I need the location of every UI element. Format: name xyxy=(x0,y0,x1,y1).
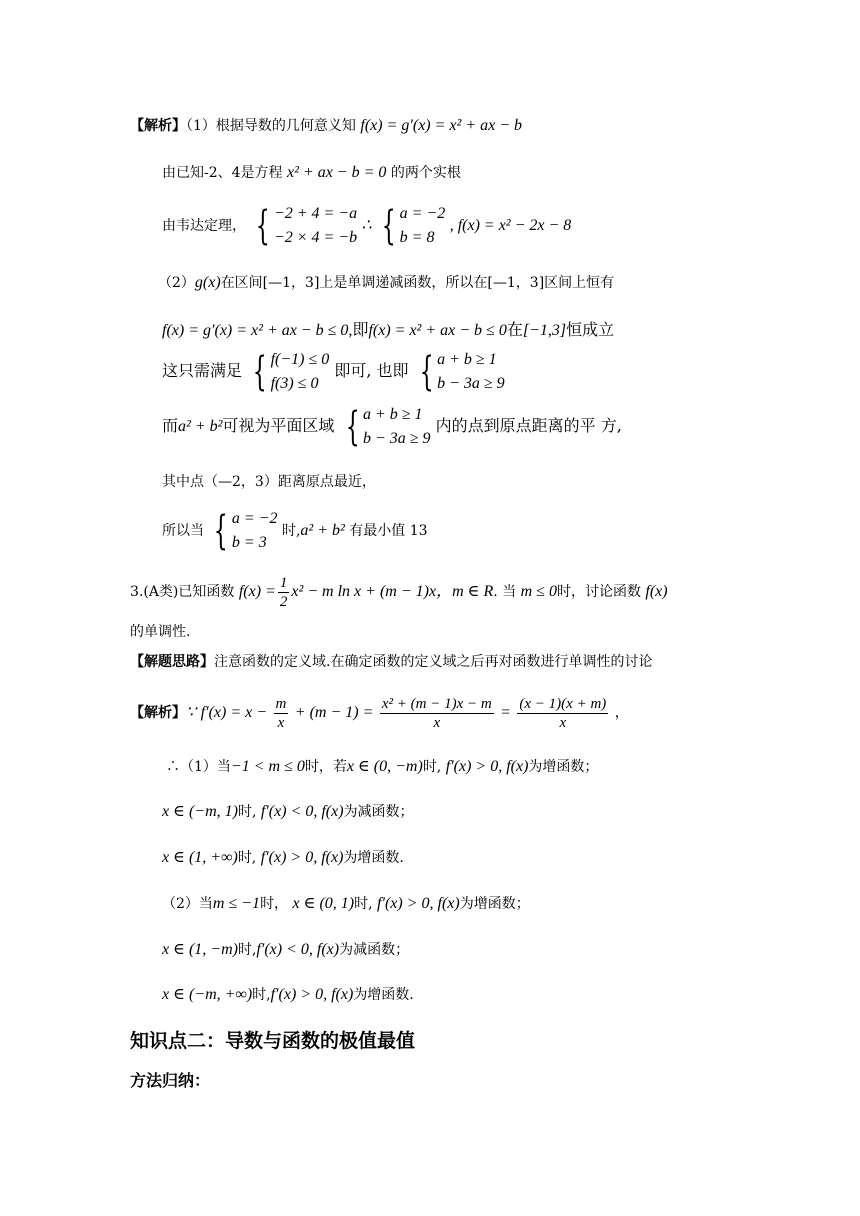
text: 时, xyxy=(237,942,257,958)
formula: f(x) = xyxy=(238,583,276,600)
system-row: f(3) ≤ 0 xyxy=(270,374,319,392)
system-row: a = −2 xyxy=(399,205,446,222)
problem-prefix: 3.(A类)已知函数 xyxy=(130,584,235,600)
section-heading: 知识点二：导数与函数的极值最值 xyxy=(130,1030,416,1052)
text: ∴（1）当 xyxy=(166,759,231,775)
solution-label: 【解析】 xyxy=(130,118,186,134)
formula: ，m ∈ R xyxy=(436,583,494,600)
formula: x ∈ (1, −m) xyxy=(162,941,238,958)
system-row: b − 3a ≥ 9 xyxy=(437,374,505,392)
formula: x² + ax − b = 0 xyxy=(287,164,387,181)
inequality-system xyxy=(340,403,431,451)
case-line-1 xyxy=(166,757,598,777)
text: 时，若 xyxy=(304,759,347,775)
problem-3-line-2 xyxy=(130,622,190,642)
text: 时， xyxy=(260,896,289,912)
formula: m ≤ −1 xyxy=(212,895,261,912)
text: 为减函数； xyxy=(339,942,410,958)
formula: a² + b² xyxy=(300,522,345,539)
text: 而 xyxy=(162,416,179,435)
system-row: b − 3a ≥ 9 xyxy=(362,429,431,447)
formula: g(x) xyxy=(194,274,221,291)
fraction-numerator: m xyxy=(275,695,287,712)
formula: f′(x) > 0, f(x) xyxy=(260,849,344,866)
problem-3-line-1 xyxy=(130,572,668,612)
formula: + (m − 1) = xyxy=(294,704,374,721)
solution-label: 【解析】 xyxy=(130,705,186,721)
brace: { xyxy=(252,348,267,395)
fraction-denominator: 2 xyxy=(279,593,288,610)
equation-system xyxy=(376,202,445,250)
solution-line-5 xyxy=(162,320,614,341)
text: （1）根据导数的几何意义知 xyxy=(186,118,356,134)
solution-line-2 xyxy=(162,163,461,183)
system-row: a + b ≥ 1 xyxy=(437,350,497,368)
formula: x² − m ln x + (m − 1)x xyxy=(291,583,437,600)
fraction-numerator: x² + (m − 1)x − m xyxy=(381,695,492,712)
solution-line-4 xyxy=(158,273,614,293)
formula: x ∈ (−m, 1) xyxy=(162,803,238,820)
text: 的两个实根 xyxy=(390,165,461,181)
solution-line-3 xyxy=(162,200,571,252)
formula: x ∈ (1, +∞) xyxy=(162,849,238,866)
solution-line-7 xyxy=(162,398,622,455)
formula: f(x) = g′(x) = x² + ax − b ≤ 0, xyxy=(162,322,353,339)
formula: f′(x) > 0, f(x) xyxy=(270,986,354,1003)
text: 为增函数； xyxy=(459,896,530,912)
text: 即可, 也即 xyxy=(334,361,409,380)
text: 即 xyxy=(352,320,369,339)
text: 为减函数； xyxy=(343,804,414,820)
solution-line-8 xyxy=(162,472,376,492)
text: 时，讨论函数 xyxy=(556,584,641,600)
formula: x ∈ (0, 1) xyxy=(292,895,355,912)
text: 时, xyxy=(237,804,257,820)
case-line-4 xyxy=(162,894,530,914)
text: 内的点到原点距离的平 方, xyxy=(435,416,622,435)
text: 的单调性. xyxy=(130,624,191,640)
text: （2）当 xyxy=(162,896,213,912)
inequality-system xyxy=(414,348,505,396)
formula: m ≤ 0 xyxy=(520,583,557,600)
text: 时, xyxy=(252,987,271,1003)
text: 在区间[—1，3]上是单调递减函数，所以在[—1，3]区间上恒有 xyxy=(220,275,615,291)
formula: f′(x) = x − xyxy=(200,704,268,721)
case-line-3 xyxy=(162,848,404,868)
text: 其中点（—2，3）距离原点最近， xyxy=(162,474,376,490)
text: 有最小值 13 xyxy=(349,523,428,539)
brace: { xyxy=(214,508,229,554)
text: 为增函数. xyxy=(353,987,414,1003)
formula: x ∈ (−m, +∞) xyxy=(162,986,253,1003)
formula: [−1,3] xyxy=(522,322,567,339)
case-line-2 xyxy=(162,802,414,822)
formula: x ∈ (0, −m) xyxy=(346,758,423,775)
formula: , f(x) = x² − 2x − 8 xyxy=(449,217,572,234)
text: 由已知-2、4是方程 xyxy=(162,165,283,181)
text: 由韦达定理， xyxy=(162,218,246,234)
brace: { xyxy=(256,203,271,249)
fraction xyxy=(274,695,289,732)
solution-line-1 xyxy=(130,116,522,136)
text: 时, xyxy=(237,850,257,866)
case-line-5 xyxy=(162,940,409,960)
solution-line-6 xyxy=(162,343,505,399)
fraction-denominator: x xyxy=(277,714,285,731)
formula: f′(x) < 0, f(x) xyxy=(256,941,340,958)
text: ， xyxy=(614,705,629,721)
text: 时, xyxy=(422,759,442,775)
case-line-6 xyxy=(162,985,414,1005)
text: 时, xyxy=(281,523,301,539)
brace: { xyxy=(419,348,434,395)
formula: f(x) = x² + ax − b ≤ 0 xyxy=(368,322,507,339)
formula: f(x) = g′(x) = x² + ax − b xyxy=(360,117,523,134)
text: 恒成立 xyxy=(566,320,615,339)
system-row: −2 × 4 = −b xyxy=(273,229,358,246)
fraction-denominator: x xyxy=(433,714,441,731)
text: （2） xyxy=(158,275,195,291)
system-row: a = −2 xyxy=(231,510,278,527)
fraction xyxy=(380,695,494,732)
text: 为增函数； xyxy=(528,759,599,775)
formula: f′(x) > 0, f(x) xyxy=(445,758,529,775)
derivative-line xyxy=(130,688,629,738)
solution-line-9 xyxy=(162,505,428,557)
system-row: f(−1) ≤ 0 xyxy=(270,350,330,368)
formula: f(x) xyxy=(645,583,668,600)
text: 在 xyxy=(506,320,523,339)
system-row: b = 3 xyxy=(231,534,267,551)
fraction xyxy=(517,695,608,732)
text: . 当 xyxy=(493,584,517,600)
brace: { xyxy=(345,403,360,450)
fraction xyxy=(278,574,290,611)
brace: { xyxy=(381,203,396,249)
formula: −1 < m ≤ 0 xyxy=(230,758,305,775)
section-subheading: 方法归纳： xyxy=(130,1071,211,1090)
equation-system xyxy=(208,507,277,555)
because-symbol: ∵ xyxy=(186,704,197,721)
fraction-numerator: (x − 1)(x + m) xyxy=(519,695,607,712)
system-row: b = 8 xyxy=(399,229,435,246)
text: 这只需满足 xyxy=(162,361,243,380)
text: 为增函数. xyxy=(343,850,404,866)
solution-idea xyxy=(130,652,652,672)
idea-label: 【解题思路】 xyxy=(130,654,214,670)
text: 所以当 xyxy=(162,523,204,539)
formula: f′(x) < 0, f(x) xyxy=(260,803,344,820)
text: 注意函数的定义域.在确定函数的定义域之后再对函数进行单调性的讨论 xyxy=(214,654,653,670)
formula: = xyxy=(500,704,511,721)
text: 时, xyxy=(354,896,373,912)
therefore-symbol: ∴ xyxy=(361,217,372,234)
formula: f′(x) > 0, f(x) xyxy=(377,895,460,912)
text: 可视为平面区域 xyxy=(222,416,335,435)
fraction-numerator: 1 xyxy=(279,574,288,591)
system-row: a + b ≥ 1 xyxy=(362,405,423,423)
inequality-system xyxy=(247,348,329,396)
fraction-denominator: x xyxy=(559,714,567,731)
system-row: −2 + 4 = −a xyxy=(273,205,358,222)
formula: a² + b² xyxy=(178,418,223,435)
equation-system xyxy=(250,202,357,250)
